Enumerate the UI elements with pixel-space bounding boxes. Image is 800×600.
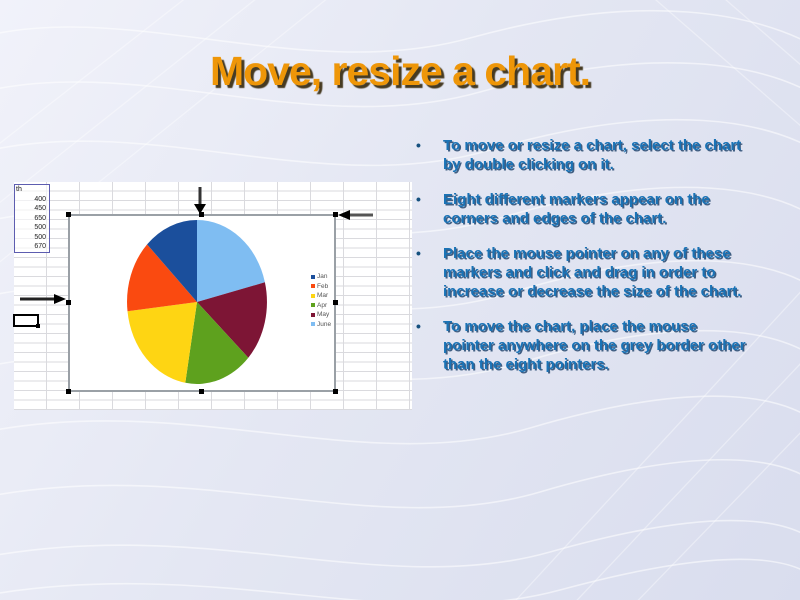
legend-label: May xyxy=(317,311,330,318)
legend-label: June xyxy=(317,320,332,328)
resize-handle-top-middle[interactable] xyxy=(199,212,204,217)
legend-swatch-icon xyxy=(311,313,315,317)
legend-label: Mar xyxy=(317,292,329,299)
column-header-cell: th xyxy=(16,186,22,193)
resize-handle-bottom-middle[interactable] xyxy=(199,389,204,394)
resize-handle-middle-right[interactable] xyxy=(333,300,338,305)
bullet-item: • Eight different markers appear on the corners and edges of the chart. xyxy=(405,190,750,228)
pie-slice-mar xyxy=(128,302,198,383)
legend-swatch-icon xyxy=(311,284,315,288)
selected-cell-range xyxy=(14,184,50,253)
chart-object[interactable] xyxy=(68,214,336,392)
pie-chart xyxy=(70,216,334,390)
spreadsheet-cell: 670 xyxy=(34,243,46,250)
bullet-item: • To move the chart, place the mouse pointer anywhere on the grey border other than the eight pointers. xyxy=(405,317,750,374)
spreadsheet-cell: 500 xyxy=(34,233,46,241)
resize-handle-middle-left[interactable] xyxy=(66,300,71,305)
spreadsheet-cell: 500 xyxy=(34,224,46,231)
excel-screenshot xyxy=(14,182,412,410)
resize-handle-bottom-right[interactable] xyxy=(333,389,338,394)
legend-swatch-icon xyxy=(311,322,315,326)
resize-handle-top-left[interactable] xyxy=(66,212,71,217)
legend-item xyxy=(311,301,331,311)
legend-item xyxy=(311,320,331,330)
spreadsheet-cell: 400 xyxy=(34,195,46,203)
legend-swatch-icon xyxy=(311,294,315,298)
bullet-item: • Place the mouse pointer on any of these markers and click and drag in order to increase or decrease the size of the chart. xyxy=(405,244,750,301)
bullet-list xyxy=(405,136,750,390)
legend-item xyxy=(311,310,331,320)
legend-item xyxy=(311,272,331,282)
resize-handle-bottom-left[interactable] xyxy=(66,389,71,394)
legend-label: Jan xyxy=(317,273,328,280)
spreadsheet-cell: 450 xyxy=(34,205,46,212)
legend-label: Apr xyxy=(317,301,328,309)
slide-title: Move, resize a chart. xyxy=(209,48,591,94)
legend-swatch-icon xyxy=(311,303,315,307)
resize-handle-top-right[interactable] xyxy=(333,212,338,217)
value-cells xyxy=(15,195,49,252)
legend-item xyxy=(311,291,331,301)
legend-item xyxy=(311,282,331,292)
chart-legend xyxy=(311,272,331,329)
bullet-item: • To move or resize a chart, select the chart by double clicking on it. xyxy=(405,136,750,174)
legend-label: Feb xyxy=(317,282,329,290)
legend-swatch-icon xyxy=(311,275,315,279)
spreadsheet-cell: 650 xyxy=(34,214,46,222)
